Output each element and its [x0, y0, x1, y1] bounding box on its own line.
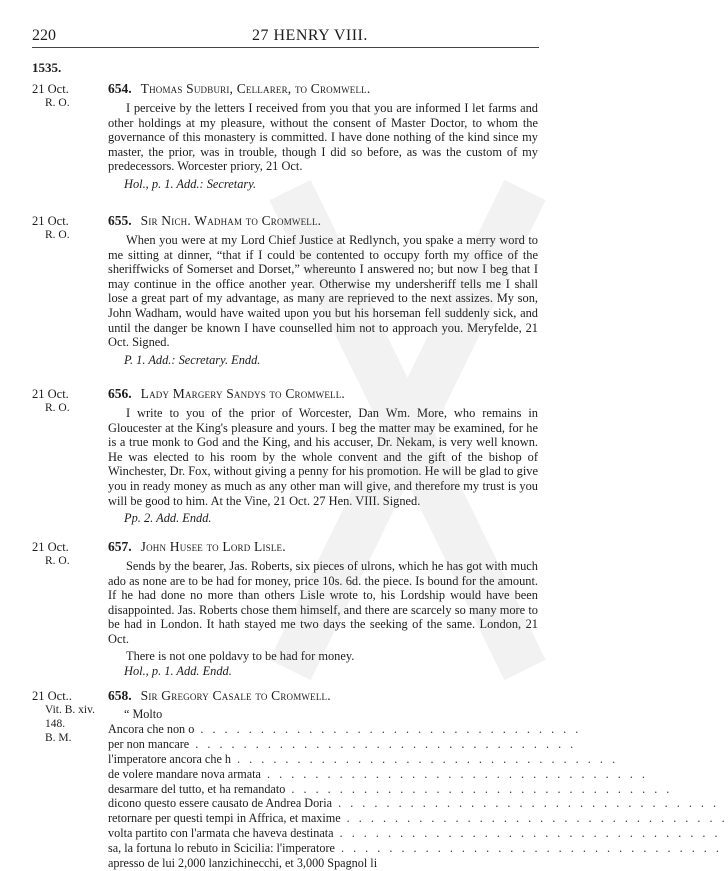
entry-margin — [32, 689, 102, 745]
entry-title: John Husee to Lord Lisle. — [140, 539, 286, 554]
entry-date: 21 Oct. — [32, 214, 69, 228]
entry-number: 655. — [108, 213, 132, 228]
mutilated-line-text: “ Molto — [124, 707, 163, 721]
entry-heading — [108, 213, 321, 229]
lacuna-dots: . . . . . . . . . . . . . . . . . . . . . . . . . . . . . . . . — [194, 721, 582, 736]
mutilated-line-text: desarmare del tutto, et ha remandato — [108, 781, 286, 796]
mutilated-line-text: l'imperatore ancora che h — [108, 751, 231, 766]
entry-body-2: There is not one poldavy to be had for money. — [126, 649, 355, 663]
mutilated-line — [108, 781, 673, 797]
entry-title: Lady Margery Sandys to Cromwell. — [140, 386, 345, 401]
mutilated-line-text: de volere mandare nova armata — [108, 766, 261, 781]
mutilated-line-text: apresso de lui 2,000 lanzichinecchi, et 3,000 Spagnol li — [108, 856, 378, 870]
mutilated-line — [108, 841, 722, 856]
entry-number: 657. — [108, 539, 132, 554]
entry-number: 654. — [108, 81, 132, 96]
entry-date: 21 Oct. — [32, 82, 69, 96]
entry-note: Hol., p. 1. Add.: Secretary. — [124, 177, 257, 191]
entry-number: 658. — [108, 688, 132, 703]
mutilated-line — [108, 707, 564, 722]
mutilated-line-text: sa, la fortuna lo rebuto in Scicilia: l'imperatore — [108, 841, 335, 856]
entry-date: 21 Oct. — [32, 540, 69, 554]
mutilated-line — [108, 796, 720, 811]
lacuna-dots: . . . . . . . . . . . . . . . . . . . . . . . . . . . . . . . . — [285, 781, 673, 796]
entry-margin — [32, 540, 102, 568]
lacuna-dots: . . . . . . . . . . . . . . . . . . . . . . . . . . . . . . . . — [231, 751, 618, 766]
entry-title: Thomas Sudburi, Cellarer, to Cromwell. — [140, 81, 371, 96]
lacuna-dots: . . . . . . . . . . . . . . . . . . . . . . . . . . . . . . . . — [333, 826, 721, 841]
entry-body: I perceive by the letters I received from you that you are informed I let farms and other holdings at my pleasure, without the consent of Master Doctor, to whom the governance of this monastery is committed. I have done nothing of the kind since my master, the prior, was in trouble, though I did so before, as was the custom of my predecessors. Worcester priory, 21 Oct. — [108, 101, 538, 174]
lacuna-dots: . . . . . . . . . . . . . . . . . . . . . . . . . . . . . . . . — [260, 766, 648, 781]
entry-date: 21 Oct. — [32, 387, 69, 401]
entry-heading — [108, 539, 286, 555]
entry-number: 656. — [108, 386, 132, 401]
mutilated-line — [108, 826, 721, 841]
entry-source-2: B. M. — [45, 732, 72, 744]
entry-margin — [32, 82, 102, 110]
entry-source: R. O. — [45, 229, 70, 241]
mutilated-line — [108, 721, 582, 737]
entry-title: Sir Nich. Wadham to Cromwell. — [140, 213, 322, 228]
entry-note: Hol., p. 1. Add. Endd. — [124, 664, 232, 678]
mutilated-line — [108, 736, 577, 752]
entry-source: R. O. — [45, 402, 70, 414]
mutilated-line-text: retornare per questi tempi in Affrica, et maxime — [108, 811, 341, 826]
entry-body: When you were at my Lord Chief Justice at Redlynch, you spake a merry word to me sitting at dinner, “that if I could be contented to occupy forth my office of the sheriffwicks of Somerset and Dorset,” whereunto I answered no; but now I beg that I may continue in the office another year. Otherwise my undersheriff tells me I shall lose a great part of my advantage, as many are reprieved to the next assizes. My son, John Wadham, would have waited upon you but his horseman fell suddenly sick, and until the danger be known I have counselled him not to approach you. Meryfelde, 21 Oct. Signed. — [108, 233, 538, 350]
lacuna-dots: . . . . . . . . . . . . . . . . . . . . . . . . . . . . . . . . — [189, 736, 577, 751]
entry-title: Sir Gregory Casale to Cromwell. — [140, 688, 331, 703]
page-number: 220 — [32, 27, 56, 44]
entry-heading — [108, 688, 331, 704]
running-title: 27 HENRY VIII. — [252, 27, 368, 44]
mutilated-line — [108, 766, 648, 782]
entry-margin — [32, 387, 102, 415]
mutilated-line-text: dicono questo essere causato de Andrea Doria — [108, 796, 333, 811]
header-rule — [32, 47, 539, 48]
mutilated-line — [108, 811, 728, 826]
entry-date: 21 Oct.. — [32, 689, 72, 703]
entry-source: Vit. B. xiv. 148. — [45, 704, 95, 730]
mutilated-line-text: Ancora che non o — [108, 721, 195, 736]
mutilated-line-text: per non mancare — [108, 736, 190, 751]
entry-body: Sends by the bearer, Jas. Roberts, six pieces of ulrons, which he has got with much ado as none are to be had for money, price 10s. 6d. the piece. Is bound for the amount. If he had done no more than others Lisle wrote to, his Lordship would have been disappointed. Jas. Roberts chose them himself, and there are scarcely so many more to be had in London. It hath stayed me two days the seeking of the same. London, 21 Oct. — [108, 559, 538, 646]
lacuna-dots: . . . . . . . . . . . . . . . . . . . . . . . . . . . . . . . . — [340, 811, 728, 826]
entry-note: Pp. 2. Add. Endd. — [124, 511, 212, 525]
lacuna-dots: . . . . . . . . . . . . . . . . . . . . . . . . . . . . . . . . — [332, 796, 720, 811]
entry-heading — [108, 81, 370, 97]
entry-source: R. O. — [45, 97, 70, 109]
lacuna-dots: . . . . . . . . . . . . . . . . . . . . . . . . . . . . . . . . — [334, 841, 722, 856]
entry-note: P. 1. Add.: Secretary. Endd. — [124, 353, 261, 367]
entry-margin — [32, 214, 102, 242]
year-label: 1535. — [32, 60, 62, 75]
mutilated-line-text: volta partito con l'armata che haveva destinata — [108, 826, 334, 841]
entry-source: R. O. — [45, 555, 70, 567]
mutilated-line — [108, 856, 548, 871]
entry-body: I write to you of the prior of Worcester, Dan Wm. More, who remains in Gloucester at the King's pleasure and yours. I beg the matter may be examined, for he is a true monk to God and the King, and his accuser, Dr. Nekam, is very well known. He was elected to his room by the whole convent and the gift of the bishop of Winchester, Dr. Fox, without giving a penny for his promotion. He will be glad to give you in ready money as much as any other man will give, and therefore my trust is you will be good to him. At the Vine, 21 Oct. 27 Hen. VIII. Signed. — [108, 406, 538, 508]
entry-heading — [108, 386, 345, 402]
mutilated-line — [108, 751, 618, 767]
